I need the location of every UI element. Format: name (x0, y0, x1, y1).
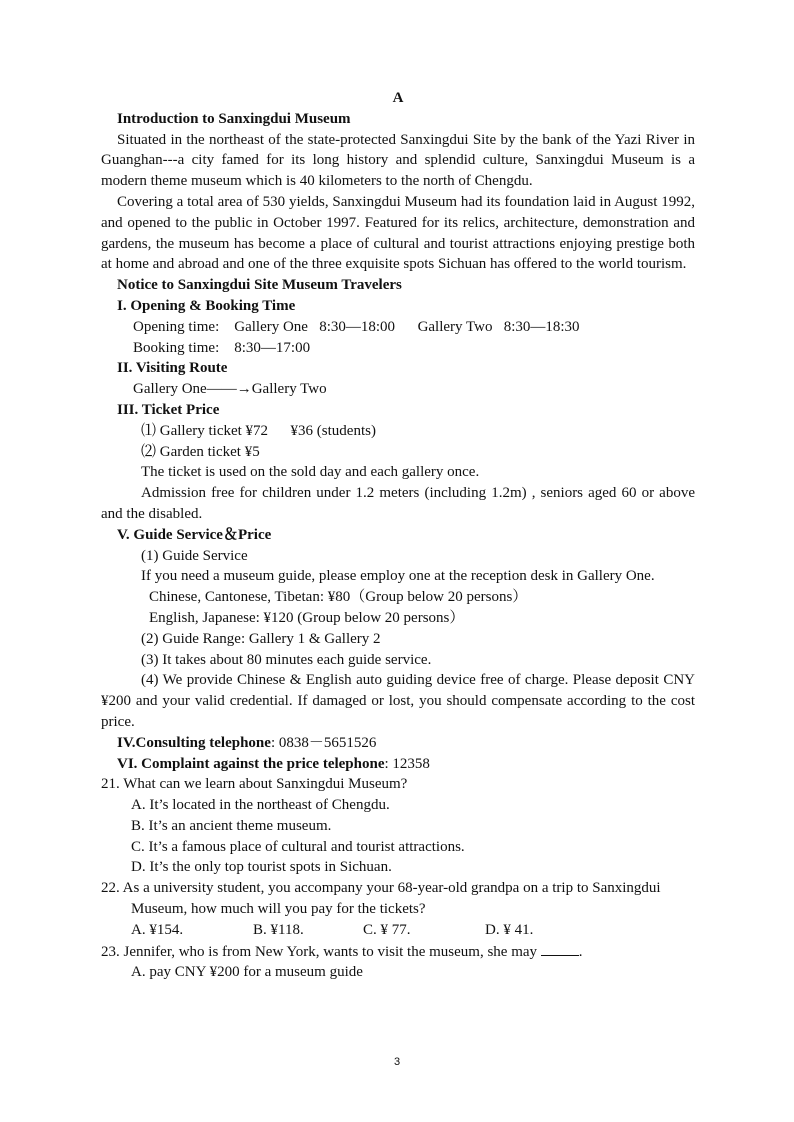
exam-page (101, 88, 695, 983)
intro-title: Introduction to Sanxingdui Museum (117, 110, 351, 127)
auto-guide-device-note: (4) We provide Chinese & English auto guiding device free of charge. Please deposit CNY ¥200 and your valid credential. If damaged or lost, you should compensate according to the cost price. (101, 672, 695, 730)
ticket-section-title: III. Ticket Price (117, 401, 220, 418)
page-number: 3 (393, 1056, 401, 1068)
question-23 (101, 941, 695, 984)
admission-free-note: Admission free for children under 1.2 meters (including 1.2m) , seniors aged 60 or above and the disabled. (101, 485, 695, 522)
consulting-telephone-line (101, 733, 695, 754)
guide-range: (2) Guide Range: Gallery 1 & Gallery 2 (141, 630, 381, 647)
question-21-stem: 21. What can we learn about Sanxingdui Museum? (101, 776, 408, 793)
garden-ticket-line: ⑵ Garden ticket ¥5 (141, 443, 260, 460)
complaint-telephone-label: VI. Complaint against the price telephone (117, 755, 385, 772)
question-22-options (101, 920, 695, 941)
question-21-option-b: B. It’s an ancient theme museum. (131, 817, 332, 834)
gallery-one-time: 8:30—18:00 (319, 318, 396, 335)
consulting-telephone-number: : 0838－5651526 (270, 734, 377, 751)
question-21-option-c: C. It’s a famous place of cultural and tourist attractions. (131, 838, 465, 855)
student-ticket-price: ¥36 (students) (290, 422, 376, 439)
booking-time-label: Booking time: (133, 339, 220, 356)
guide-price-english: English, Japanese: ¥120 (Group below 20 persons） (149, 609, 465, 626)
intro-paragraph-2: Covering a total area of 530 yields, Sanxingdui Museum had its foundation laid in August 1992, and opened to the public in October 1997. Featured for its relics, architecture, demonstration and gardens, the museum has become a place of cultural and tourist attractions enjoying prestige both at home and abroad and one of the three exquisite spots Sichuan has offered to the world tourism. (101, 193, 695, 273)
booking-time-line (101, 338, 695, 359)
question-22-option-a: A. ¥154. (131, 921, 184, 938)
question-22 (101, 878, 695, 940)
guide-section-title: V. Guide Service＆Price (117, 526, 272, 543)
opening-section-title: I. Opening & Booking Time (117, 297, 296, 314)
gallery-ticket-price: ⑴ Gallery ticket ¥72 (141, 422, 269, 439)
notice-title: Notice to Sanxingdui Site Museum Travelers (117, 277, 402, 294)
question-23-option-a: A. pay CNY ¥200 for a museum guide (131, 964, 363, 981)
question-22-option-b: B. ¥118. (253, 921, 304, 938)
gallery-two-time: 8:30—18:30 (503, 318, 580, 335)
route-section-title: II. Visiting Route (117, 360, 228, 377)
booking-time-value: 8:30—17:00 (234, 339, 311, 356)
question-22-option-d: D. ¥ 41. (485, 921, 534, 938)
question-23-stem: 23. Jennifer, who is from New York, wants to visit the museum, she may (101, 943, 538, 960)
answer-blank (541, 941, 579, 956)
question-21-option-a: A. It’s located in the northeast of Chengdu. (131, 797, 390, 814)
question-21-option-d: D. It’s the only top tourist spots in Sichuan. (131, 859, 392, 876)
question-23-stem-end: . (578, 943, 583, 960)
guide-duration: (3) It takes about 80 minutes each guide service. (141, 651, 432, 668)
complaint-telephone-line (101, 754, 695, 775)
opening-time-line (101, 317, 695, 338)
guide-service-subtitle: (1) Guide Service (141, 547, 248, 564)
ticket-validity-note: The ticket is used on the sold day and each gallery once. (141, 464, 480, 481)
gallery-two-label: Gallery Two (417, 318, 493, 335)
question-22-stem: 22. As a university student, you accompany your 68-year-old grandpa on a trip to Sanxingdui Museum, how much will you pay for the tickets? (101, 880, 661, 918)
gallery-ticket-line (101, 421, 695, 442)
consulting-telephone-label: IV.Consulting telephone (117, 734, 271, 751)
question-21 (101, 774, 695, 878)
question-23-stem-line (101, 941, 695, 963)
guide-service-text: If you need a museum guide, please employ one at the reception desk in Gallery One. (141, 568, 655, 585)
question-22-option-c: C. ¥ 77. (363, 921, 411, 938)
section-heading: A (392, 90, 404, 106)
visiting-route: Gallery One——→Gallery Two (133, 381, 327, 398)
opening-time-label: Opening time: (133, 318, 220, 335)
complaint-telephone-number: : 12358 (384, 755, 430, 772)
intro-paragraph-1: Situated in the northeast of the state-protected Sanxingdui Site by the bank of the Yazi River in Guanghan---a city famed for its long history and splendid culture, Sanxingdui Museum is a modern theme museum which is 40 kilometers to the north of Chengdu. (101, 131, 695, 190)
gallery-one-label: Gallery One (234, 318, 308, 335)
guide-price-chinese: Chinese, Cantonese, Tibetan: ¥80（Group below 20 persons） (149, 589, 528, 606)
